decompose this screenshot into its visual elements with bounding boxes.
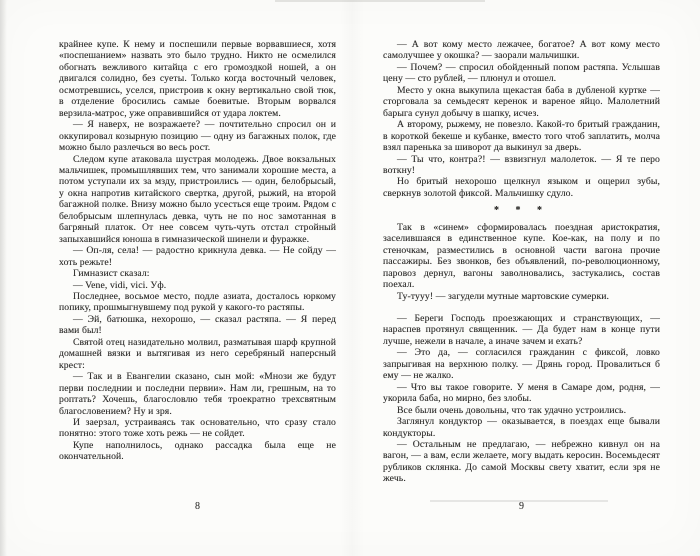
paragraph: — Ты что, контра?! — взвизгнул малолеток. — Я те перо воткну! [383, 153, 660, 176]
paragraph: — Я наверх, не возражаете? — почтительно спросил он и оккупировал козырную позицию — одну из багажных полок, где можно было разлечься во весь рост. [59, 119, 336, 154]
paragraph: — Остальным не предлагаю, — небрежно кивнул он на вагон, — а вам, если желаете, могу выдать керосин. Восемьдесят рубликов склянка. До самой Москвы свету хватит, если зря не жечь. [383, 438, 660, 485]
page-edge-shadow [0, 0, 7, 556]
paragraph: А второму, рыжему, не повезло. Какой-то бритый гражданин, в короткой бекеше и кубанке, вместо того чтоб заплатить, молча взял паренька за шиворот да выкинул за дверь. [383, 119, 660, 154]
paragraph: Заглянул кондуктор — оказывается, в поездах еще бывали кондукторы. [383, 416, 660, 439]
paragraph: Следом купе атаковала шустрая молодежь. Двое вокзальных мальчишек, промышлявших тем, что занимали хорошие места, а потом уступали их за мзду, пристроились — один, белобрысый, у окна напротив китайского свертка, другой, рыжий, на второй багажной полке. Внизу можно было усесться еще троим. Рядом с белобрысым шлепнулась девка, чуть не по нос замотанная в багряный платок. От нее совсем чуть-чуть отстал стройный запыхавшийся юноша в гимназической шинели и фуражке. [59, 153, 336, 245]
paragraph: Место у окна выкупила щекастая баба в дубленой куртке — сторговала за семьдесят керенок и вареное яйцо. Малолетний барыга сунул добычу в шапку, исчез. [383, 84, 660, 119]
paragraph: Все были очень довольны, что так удачно устроились. [397, 404, 627, 416]
paragraph: — Эй, батюшка, нехорошо, — сказал растяпа. — Я перед вами был! [59, 313, 336, 337]
paragraph: крайнее купе. К нему и поспешили первые ворвавшиеся, хотя «поспешанием» назвать это было трудно. Никто не осмелился обогнать вежливого китайца с его громоздкой ношей, а он двигался солидно, без суеты. Только когда восточный человек, осмотревшись, уселся, пристроив к окну вертикально свой тюк, в отделение бросились самые боевитые. Вторым ворвался верзила-матрос, уже оправившийся от удара локтем. [59, 39, 336, 119]
paragraph: — Vene, vidi, vici. Уф. [73, 279, 167, 291]
section-break: * * * [494, 205, 549, 217]
paragraph: — Что вы такое говорите. У меня в Самаре дом, родня, — укорила баба, но мирно, без злобы. [383, 381, 660, 405]
paragraph: — Так и в Евангелии сказано, сын мой: «Мнози же будут перви последнии и последни первии». Нам ли, грешным, на то роптать? Хочешь, благословлю тебя троекратно трехсвятным благословением? Ну и зря. [59, 371, 336, 417]
paragraph: — А вот кому место лежачее, богатое? А вот кому место самолучшее у окошка? — заорали мальчишки. [383, 39, 660, 62]
paragraph: Последнее, восьмое место, подле азиата, досталось юркому попику, прошмыгнувшему под рукой у какого-то растяпы. [59, 290, 336, 314]
paragraph: Святой отец назидательно молвил, разматывая шарф крупной домашней вязки и вытягивая из него серебряный наперсный крест: [59, 336, 336, 371]
page-right-text [383, 39, 660, 485]
page-number-right: 9 [519, 501, 524, 512]
paragraph: — Оп-ля, села! — радостно крикнула девка. — Не сойду — хоть режьте! [59, 245, 336, 268]
paragraph: Гимназист сказал: [73, 268, 150, 280]
paragraph: И заерзал, устраиваясь так основательно, что сразу стало понятно: этого тоже хоть режь — не сойдет. [59, 416, 336, 440]
paragraph: — Береги Господь проезжающих и странствующих, — нараспев протянул священник. — Да будет нам в конце пути лучше, нежели в начале, а иначе зачем и ехать? [383, 312, 660, 347]
book-gutter-shadow [340, 0, 364, 556]
paragraph: Так в «синем» сформировалась поездная аристократия, заселившаяся в единственное купе. Кое-как, на полу и по стеночкам, разместились в основной части вагона прочие пассажиры. Без звонков, без объявлений, по-революционному, паровоз дернул, вагоны заволновались, застукались, состав поехал. [383, 221, 660, 291]
paragraph: — Это да, — согласился гражданин с фиксой, ловко запрыгивая на верхнюю полку. — Дрянь город. Провалиться б ему — не жалко. [383, 347, 660, 382]
paragraph: Но бритый нехорошо щелкнул языком и ощерил зубы, сверкнув золотой фиксой. Мальчишку сдуло. [383, 176, 660, 199]
paragraph: Ту-тууу! — загудели мутные мартовские сумерки. [397, 290, 610, 302]
paragraph: Купе наполнилось, однако рассадка была еще не окончательной. [59, 439, 336, 463]
page-left-text [59, 39, 336, 463]
page-number-left: 8 [195, 501, 200, 512]
scan-artifact-top [275, 0, 485, 2]
paragraph: — Почем? — спросил обойденный попом растяпа. Услышав цену — сто рублей, — плюнул и отошел. [383, 61, 660, 85]
